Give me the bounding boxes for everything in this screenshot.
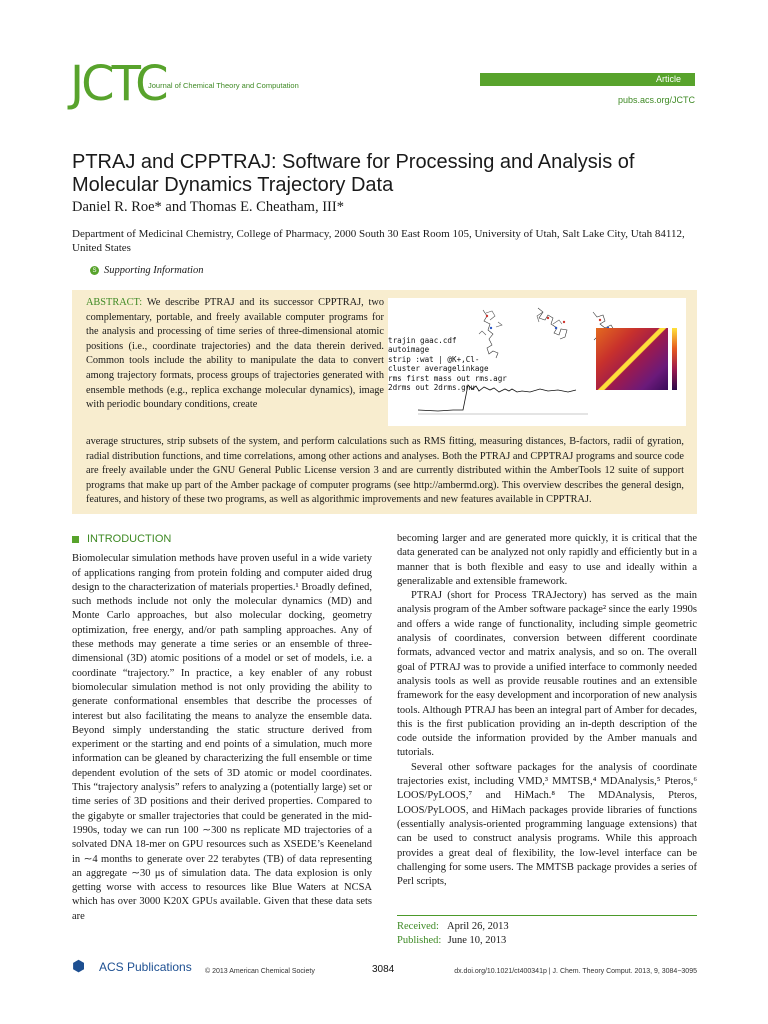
journal-name: Journal of Chemical Theory and Computation (148, 81, 299, 90)
page-footer (72, 953, 697, 983)
right-column (397, 532, 697, 889)
acs-publications-text: ACS Publications (99, 960, 192, 974)
section-heading-introduction (72, 532, 372, 546)
published-date: June 10, 2013 (447, 935, 507, 946)
2drms-heatmap (596, 328, 668, 390)
abstract-text-top (86, 296, 384, 413)
affiliation: Department of Medicinal Chemistry, College of Pharmacy, 2000 South 30 East Room 105, University of Utah, Salt Lake City, Utah 84112, United States (72, 228, 685, 254)
publication-dates (397, 915, 697, 948)
journal-url-link[interactable]: pubs.acs.org/JCTC (617, 95, 695, 105)
jctc-logo-letters: JCTC (70, 56, 166, 112)
supporting-info-icon: S (90, 266, 99, 275)
copyright-notice: © 2013 American Chemical Society (205, 968, 315, 975)
received-date-row (397, 920, 697, 934)
intro-paragraph-3: PTRAJ (short for Process TRAJectory) has served as the main analysis program of the Amber software package² since the early 1990s and offers a wide range of functionality, including simple geometric analysis of coordinates, conversion between different coordinate formats, advanced vector and matrix analysis, and so on. The overall goal of PTRAJ was to provide a unified interface to commonly needed analysis tools as well as provide reusable routines and an extensible framework for the easy development and incorporation of new analysis tools. Although PTRAJ has been an integral part of Amber for decades, this is the first publication providing an in-depth description of the code outside the information provided by the Amber manuals and tutorials. (397, 590, 697, 759)
supporting-info-label: Supporting Information (104, 265, 204, 276)
doi-citation-link[interactable]: dx.doi.org/10.1021/ct400341p | J. Chem. Theory Comput. 2013, 9, 3084−3095 (454, 968, 697, 975)
intro-paragraph-4: Several other software packages for the analysis of coordinate trajectories exist, including VMD,³ MMTSB,⁴ MDAnalysis,⁵ Pteros,⁶ LOOS/PyLOOS,⁷ and HiMach.⁸ The MDAnalysis, Pteros, LOOS/PyLOOS, and HiMach packages provide libraries of functions (essentially analysis-oriented programming language extensions) that can be used to construct analysis programs. While this approach provides a great deal of flexibility, the low-level interface can be challenging for some users. The MMTSB package provides a series of Perl scripts, (397, 761, 697, 888)
supporting-information-link[interactable] (90, 265, 203, 276)
intro-paragraph-1: Biomolecular simulation methods have proven useful in a wide variety of applications ranging from protein folding and computer aided drug design to the characterization of materials properties.¹ Broadly defined, such methods include not only the molecular dynamics (MD) and Monte Carlo approaches, but also molecular docking, geometry optimization, free energy, and/or path sampling approaches. Any of these methods may generate a time series or an ensemble of three-dimensional (3D) atomic positions of a model or set of models, i.e. a coordinate “trajectory.” In practice, a key enabler of any robust biomolecular simulation method is not only providing the ability to generate conformational ensembles that describe the processes of interest but also facilitating the means to analyze the ensemble data. Beyond simply understanding the static structure derived from experiment or the starting and end points of a simulation, much more information can be gleaned by characterizing the full ensemble or time dependent evolution of the sets of 3D atomic or model coordinates. This “trajectory analysis” refers to analyzing a (potentially large) set or time series of 3D positions and their derived properties. Compared to the gigabyte or smaller trajectories that could be generated in the mid-1990s, today we can run 100 ∼300 ns replicate MD trajectories of a solvated DNA 18-mer on GPU resources such as XSEDE’s Keeneland in ∼4 months to generate over 22 terabytes (TB) of data representing an aggregate ∼30 μs of simulation data. The data explosion is only getting worse with access to resources like Blue Waters at NCSA which has over 3000 K20X GPUs available. Given that these data sets are (72, 553, 372, 922)
author-list: Daniel R. Roe* and Thomas E. Cheatham, III* (72, 199, 344, 215)
toc-graphic (388, 298, 686, 426)
intro-paragraph-2: becoming larger and are generated more quickly, it is critical that the data generated can be analyzed not only rapidly and efficiently but in a manner that is both flexible and easy to use and ideally within a generalizable and extensible framework. (397, 533, 697, 587)
section-square-icon (72, 536, 79, 543)
acs-publications-logo[interactable] (72, 959, 192, 975)
left-column (72, 532, 372, 924)
heatmap-color-scale (672, 328, 677, 390)
published-label: Published: (397, 935, 442, 946)
paper-title: PTRAJ and CPPTRAJ: Software for Processing and Analysis of Molecular Dynamics Trajectory Data (72, 151, 635, 196)
received-label: Received: (397, 921, 439, 932)
introduction-heading-text: INTRODUCTION (87, 533, 172, 545)
abstract-body-bottom: average structures, strip subsets of the system, and perform calculations such as RMS fitting, measuring distances, B-factors, radii of gyration, radial distribution functions, and time correlations, among other actions and analyses. Both the PTRAJ and CPPTRAJ programs and source code are freely available under the GNU General Public License version 3 and are currently distributed within the AmberTools 12 suite of support programs that make up part of the Amber package of computer programs (see http://ambermd.org). This overview describes the general design, features, and history of these two programs, as well as algorithmic improvements and new features available in CPPTRAJ. (86, 436, 684, 506)
abstract-body-top: We describe PTRAJ and its successor CPPTRAJ, two complementary, portable, and freely available computer programs for the analysis and processing of time series of three-dimensional atomic positions (i.e., coordinate trajectories) and the data therein derived. Common tools include the ability to manipulate the data to convert among trajectory formats, process groups of trajectories generated with ensemble methods (e.g., replica exchange molecular dynamics), image with periodic boundary conditions, create (86, 297, 384, 411)
received-date: April 26, 2013 (447, 921, 509, 932)
published-date-row (397, 934, 697, 948)
journal-logo (70, 56, 370, 114)
article-type-badge: Article (480, 73, 695, 86)
abstract-box (72, 290, 697, 514)
abstract-label: ABSTRACT: (86, 297, 143, 308)
acs-hexagon-icon: ⬢ (72, 958, 86, 975)
toc-command-script: trajin gaac.cdf autoimage strip :wat | @K+,Cl- cluster averagelinkage rms first mass out rms.agr 2drms out 2drms.gnu (388, 336, 507, 393)
page-number: 3084 (372, 964, 395, 975)
